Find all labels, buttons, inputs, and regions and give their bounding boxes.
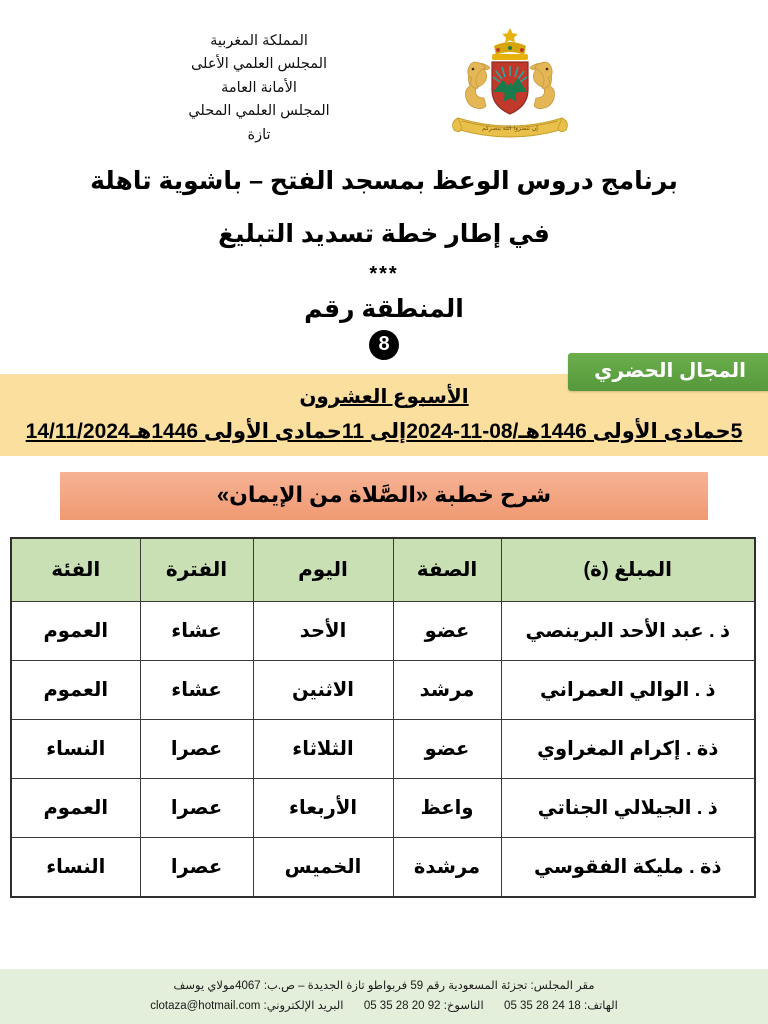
urban-area-badge-wrap: [568, 358, 768, 383]
cell-preacher: ذ . الجيلالي الجناتي: [501, 778, 755, 837]
cell-period: عشاء: [140, 660, 253, 719]
org-line-supreme-council: المجلس العلمي الأعلى: [190, 56, 328, 73]
cell-day: الاثنين: [253, 660, 393, 719]
org-line-city: تازة: [247, 126, 271, 143]
column-header-day: اليوم: [253, 538, 393, 602]
column-header-period: الفترة: [140, 538, 253, 602]
cell-period: عصرا: [140, 837, 253, 897]
schedule-table-wrap: [12, 537, 756, 898]
table-row: [11, 601, 755, 660]
cell-audience: النساء: [11, 719, 140, 778]
footer-fax-value: 05 35 28 20 92: [363, 999, 441, 1012]
table-header-row: [11, 538, 755, 602]
table-row: [11, 778, 755, 837]
cell-audience: العموم: [11, 778, 140, 837]
cell-role: عضو: [393, 601, 501, 660]
cell-period: عشاء: [140, 601, 253, 660]
cell-period: عصرا: [140, 778, 253, 837]
cell-day: الخميس: [253, 837, 393, 897]
footer-email-value[interactable]: clotaza@hotmail.com: [150, 999, 261, 1012]
column-header-preacher: المبلغ (ة): [501, 538, 755, 602]
decorative-separator: ***: [369, 262, 399, 285]
cell-role: مرشد: [393, 660, 501, 719]
cell-preacher: ذ . عبد الأحد البرينصي: [501, 601, 755, 660]
table-row: [11, 837, 755, 897]
footer-phone-label: الهاتف:: [584, 999, 618, 1012]
title-block: [0, 166, 768, 360]
cell-audience: النساء: [11, 837, 140, 897]
svg-text:إن تنصروا الله ينصركم: إن تنصروا الله ينصركم: [481, 125, 538, 132]
footer-email-label: البريد الإلكتروني:: [263, 999, 344, 1012]
cell-day: الأربعاء: [253, 778, 393, 837]
letterhead: [0, 0, 768, 150]
cell-preacher: ذ . الوالي العمراني: [501, 660, 755, 719]
page-title: برنامج دروس الوعظ بمسجد الفتح – باشوية تاهلة: [90, 167, 678, 195]
org-line-local-council: المجلس العلمي المحلي: [188, 103, 330, 120]
sermon-topic: شرح خطبة «الصَّلاة من الإيمان»: [216, 481, 552, 507]
table-row: [11, 719, 755, 778]
organization-lines: [188, 22, 329, 147]
column-header-role: الصفة: [393, 538, 501, 602]
footer-phone-value: 05 35 28 24 18: [504, 999, 581, 1012]
cell-role: مرشدة: [393, 837, 501, 897]
cell-preacher: ذة . إكرام المغراوي: [501, 719, 755, 778]
week-title: الأسبوع العشرون: [299, 385, 469, 408]
zone-label: المنطقة رقم: [304, 294, 464, 323]
moroccan-coat-of-arms-icon: [440, 22, 580, 150]
org-line-kingdom: المملكة المغربية: [210, 33, 308, 49]
footer-contacts: [0, 996, 768, 1016]
cell-period: عصرا: [140, 719, 253, 778]
org-line-general-secretariat: الأمانة العامة: [221, 79, 297, 96]
table-row: [11, 660, 755, 719]
column-header-audience: الفئة: [11, 538, 140, 602]
week-date-range: 5حمادى الأولى 1446هـ/08-11-2024إلى 11حمادى الأولى 1446هـ14/11/2024: [25, 419, 743, 443]
cell-day: الثلاثاء: [253, 719, 393, 778]
cell-role: عضو: [393, 719, 501, 778]
cell-audience: العموم: [11, 601, 140, 660]
status-badge-urban-area: المجال الحضري: [568, 353, 768, 391]
cell-role: واعظ: [393, 778, 501, 837]
cell-audience: العموم: [11, 660, 140, 719]
topic-bar: [60, 472, 708, 520]
cell-preacher: ذة . مليكة الفقوسي: [501, 837, 755, 897]
page-subtitle: في إطار خطة تسديد التبليغ: [218, 220, 550, 249]
cell-day: الأحد: [253, 601, 393, 660]
schedule-table: [10, 537, 756, 898]
page-footer: [0, 969, 768, 1024]
footer-address: مقر المجلس: تجزئة المسعودية رقم 59 فربواطو تازة الجديدة – ص.ب: 4067مولاي يوسف: [173, 979, 595, 992]
footer-fax-label: الناسوخ:: [443, 999, 484, 1012]
zone-number-badge: 8: [369, 330, 399, 360]
